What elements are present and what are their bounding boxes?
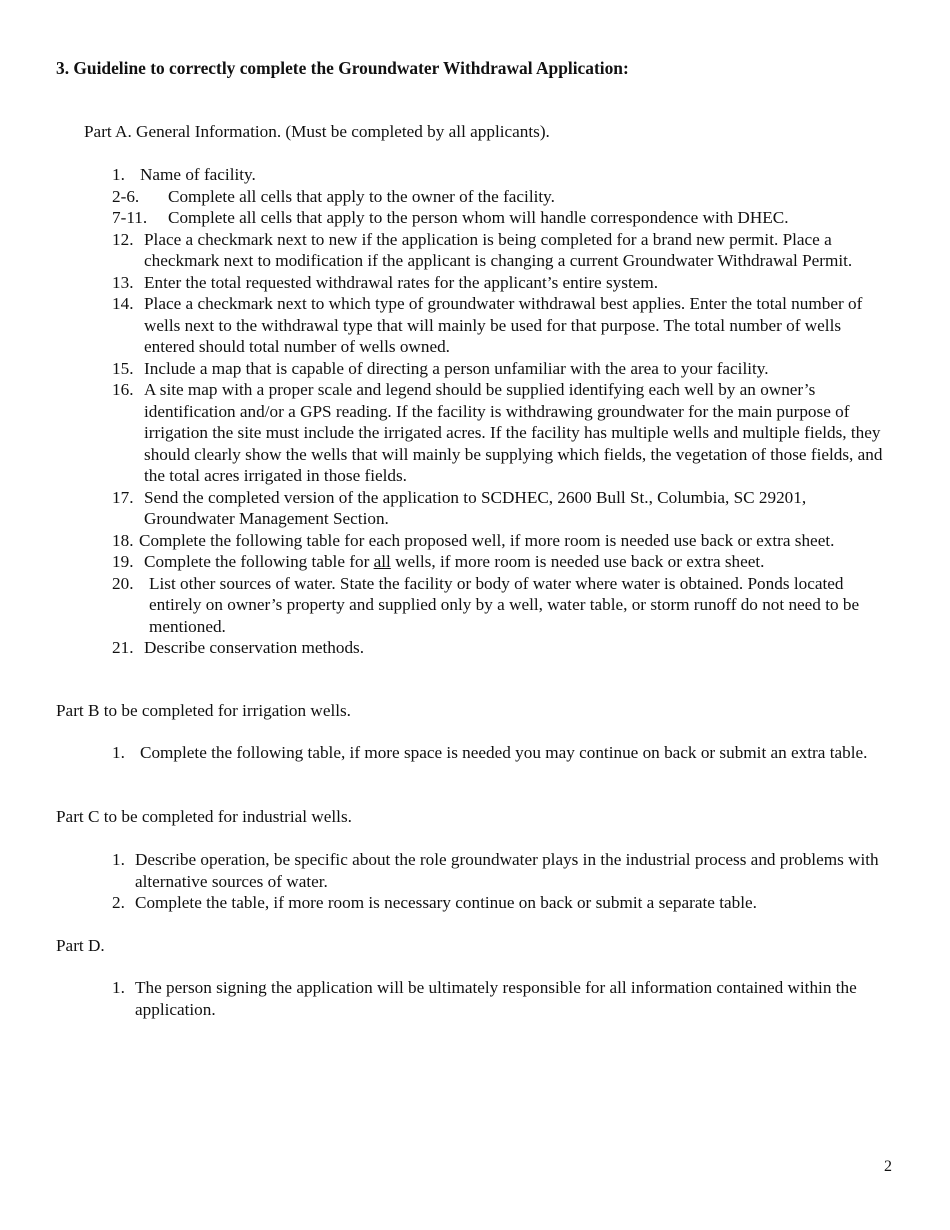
- list-item: [112, 186, 894, 208]
- item-text: Send the completed version of the application to SCDHEC, 2600 Bull St., Columbia, SC 29201, Groundwater Management Section.: [144, 487, 807, 528]
- list-item: [112, 892, 894, 914]
- list-item: [112, 379, 894, 487]
- item-number: 18.: [112, 530, 134, 550]
- item-number: 21.: [112, 638, 134, 657]
- item-text: [144, 551, 894, 573]
- item-text: Complete all cells that apply to the person whom will handle correspondence with DHEC.: [168, 208, 789, 227]
- item-text: List other sources of water. State the facility or body of water where water is obtained. Ponds located entirely on owner’s property and supplied only by a well, water table, or storm runoff do not need to be mentioned.: [149, 573, 860, 636]
- item-number: 19.: [112, 552, 134, 571]
- item-number: 1.: [112, 850, 125, 869]
- item-text-underlined: all: [373, 552, 391, 571]
- item-text-pre: Complete the following table for: [144, 552, 374, 571]
- item-number: 1.: [112, 743, 125, 762]
- list-item: [112, 573, 894, 638]
- part-a-title: Part A. General Information. (Must be completed by all applicants).: [84, 122, 550, 141]
- item-number: 17.: [112, 487, 134, 507]
- item-text: Complete all cells that apply to the owner of the facility.: [168, 186, 555, 206]
- item-text: Place a checkmark next to new if the application is being completed for a brand new permit. Place a checkmark next to modification if the applicant is changing a current Groundwater Withdrawal Permit.: [144, 229, 853, 270]
- item-number: 2-6.: [112, 186, 140, 206]
- item-number: 12.: [112, 229, 134, 249]
- item-text: Complete the following table, if more space is needed you may continue on back or submit an extra table.: [140, 743, 868, 762]
- part-b-title: Part B to be completed for irrigation wells.: [56, 701, 351, 720]
- item-text: Include a map that is capable of directing a person unfamiliar with the area to your facility.: [144, 358, 769, 378]
- item-number: 7-11.: [112, 208, 148, 227]
- item-text: Enter the total requested withdrawal rates for the applicant’s entire system.: [144, 272, 659, 292]
- item-text: Describe conservation methods.: [144, 638, 365, 657]
- item-number: 13.: [112, 272, 134, 292]
- part-d-title: Part D.: [56, 936, 105, 955]
- item-text: Describe operation, be specific about the role groundwater plays in the industrial process and problems with alternative sources of water.: [135, 850, 879, 891]
- list-item: [112, 164, 894, 186]
- section-heading: 3. Guideline to correctly complete the Groundwater Withdrawal Application:: [56, 58, 629, 78]
- item-text: A site map with a proper scale and legend should be supplied identifying each well by an owner’s identification and/or a GPS reading. If the facility is withdrawing groundwater for the main purpose of irrigation the site must include the irrigated acres. If the facility has multiple wells and multiple fields, they should clearly show the wells that will mainly be supplying which fields, the vegetation of those fields, and the total acres irrigated in those fields.: [144, 380, 883, 485]
- list-item: [112, 742, 894, 764]
- item-number: 1.: [112, 165, 125, 184]
- item-number: 1.: [112, 978, 125, 997]
- item-number: 2.: [112, 893, 125, 912]
- part-a-list: [112, 164, 894, 659]
- part-c-list: [112, 849, 894, 914]
- item-text: The person signing the application will be ultimately responsible for all information contained within the application.: [135, 978, 857, 1019]
- list-item: [112, 551, 894, 573]
- item-text-post: wells, if more room is needed use back or extra sheet.: [390, 552, 765, 571]
- part-b-list: [112, 742, 894, 764]
- list-item: [112, 977, 894, 1020]
- item-number: 14.: [112, 294, 134, 313]
- list-item: [112, 487, 894, 530]
- item-number: 20.: [112, 573, 134, 593]
- list-item: [112, 272, 894, 294]
- part-c-title: Part C to be completed for industrial wells.: [56, 807, 352, 826]
- list-item: [112, 530, 894, 552]
- item-text: Name of facility.: [140, 165, 256, 184]
- item-text: Complete the table, if more room is necessary continue on back or submit a separate table.: [135, 893, 757, 912]
- item-text: Place a checkmark next to which type of groundwater withdrawal best applies. Enter the total number of wells next to the withdrawal type that will mainly be used for that purpose. The total number of wells entered should total number of wells owned.: [144, 294, 863, 356]
- list-item: [112, 293, 894, 358]
- list-item: [112, 637, 894, 659]
- item-number: 15.: [112, 358, 134, 378]
- list-item: [112, 358, 894, 380]
- item-number: 16.: [112, 380, 134, 399]
- list-item: [112, 849, 894, 892]
- part-d-list: [112, 977, 894, 1020]
- page-number: 2: [884, 1158, 892, 1175]
- item-text: Complete the following table for each proposed well, if more room is needed use back or extra sheet.: [139, 530, 835, 550]
- list-item: [112, 229, 894, 272]
- list-item: [112, 207, 894, 229]
